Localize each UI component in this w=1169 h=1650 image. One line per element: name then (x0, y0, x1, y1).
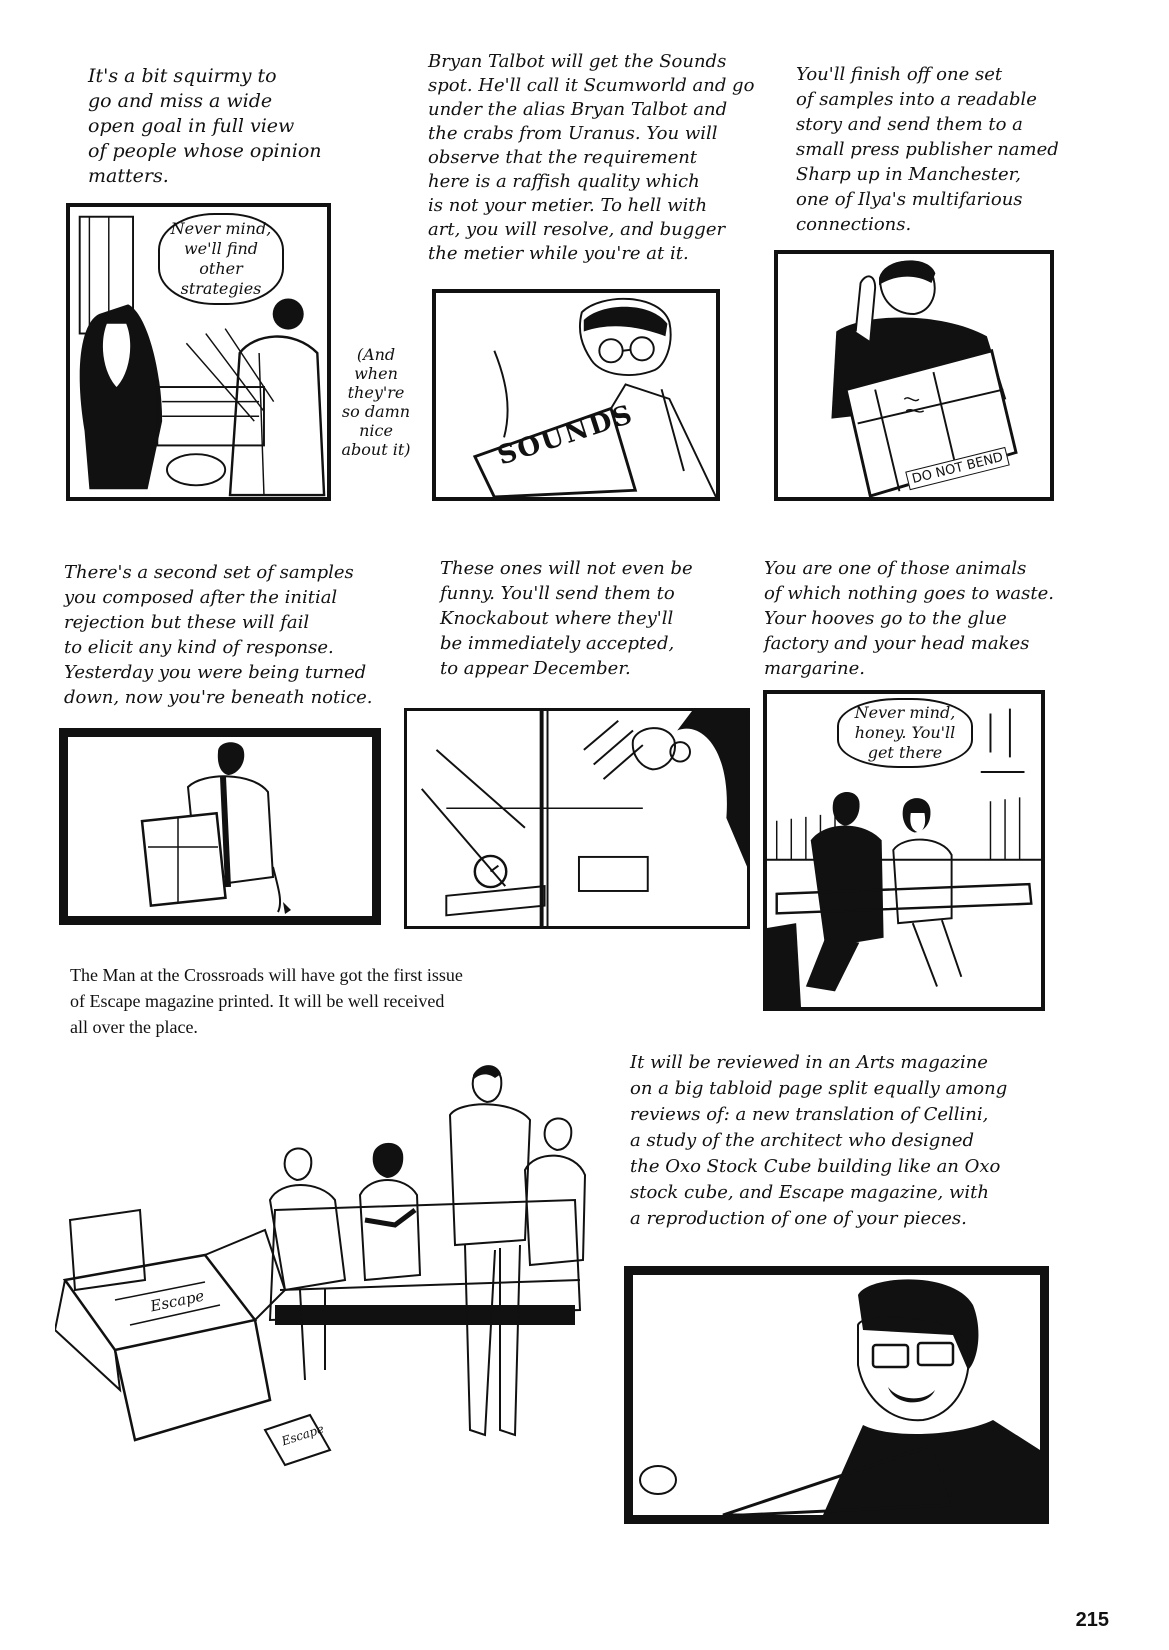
panel-carrying-box (59, 728, 381, 925)
aside-so-damn-nice: (And when they're so damn nice about it) (341, 345, 411, 459)
speech-balloon-honey: Never mind, honey. You'll get there (837, 698, 973, 768)
panel-meeting (66, 203, 331, 501)
panel-sending-samples (774, 250, 1054, 501)
escape-loose-copy-lettering: Escape (279, 1421, 326, 1449)
escape-box-lettering: Escape (148, 1286, 206, 1316)
caption-escape-printed: The Man at the Crossroads will have got the first issue of Escape magazine printed. It will be well received all over the place. (70, 965, 463, 1037)
launch-party-drawing (55, 1050, 595, 1510)
do-not-bend-label: DO NOT BEND (905, 447, 1010, 490)
panel-post-office (404, 708, 750, 929)
panel-reading-review (624, 1266, 1049, 1524)
sounds-masthead-lettering: SOUNDS (494, 399, 638, 472)
reading-sounds-drawing (436, 293, 716, 497)
caption-knockabout: These ones will not even be funny. You'll send them to Knockabout where they'll be immediately accepted, to appear December. (440, 558, 693, 679)
caption-missed-goal: It's a bit squirmy to go and miss a wide open goal in full view of people whose opinion matters. (88, 65, 322, 187)
speech-balloon-never-mind: Never mind, we'll find other strategies (158, 213, 284, 305)
carrying-box-drawing (68, 737, 372, 916)
caption-animals: You are one of those animals of which nothing goes to waste. Your hooves go to the glue factory and your head makes margarine. (764, 558, 1054, 679)
sending-samples-drawing (778, 254, 1050, 497)
caption-bryan-talbot: Bryan Talbot will get the Sounds spot. He'll call it Scumworld and go under the alias Bryan Talbot and the crabs from Uranus. You will observe that the requirement here is a raffish quality which is not your metier. To hell with art, you will resolve, and bugger the metier while you're at it. (428, 51, 755, 264)
launch-party-illustration (55, 1050, 595, 1510)
panel-park-bench (763, 690, 1045, 1011)
caption-sharp-manchester: You'll finish off one set of samples into a readable story and send them to a small press publisher named Sharp up in Manchester, one of Ilya's multifarious connections. (796, 64, 1059, 235)
post-office-drawing (407, 711, 747, 926)
reading-review-drawing (633, 1275, 1040, 1515)
page-number: 215 (1075, 1609, 1109, 1631)
caption-arts-review: It will be reviewed in an Arts magazine on a big tabloid page split equally among reviews of: a new translation of Cellini, a study of the architect who designed the Oxo Stock Cube building like an Oxo stock cube, and Escape magazine, with a reproduction of one of your pieces. (630, 1052, 1008, 1229)
panel-reading-sounds (432, 289, 720, 501)
caption-second-samples: There's a second set of samples you composed after the initial rejection but these will fail to elicit any kind of response. Yesterday you were being turned down, now you're beneath notice. (64, 562, 373, 708)
